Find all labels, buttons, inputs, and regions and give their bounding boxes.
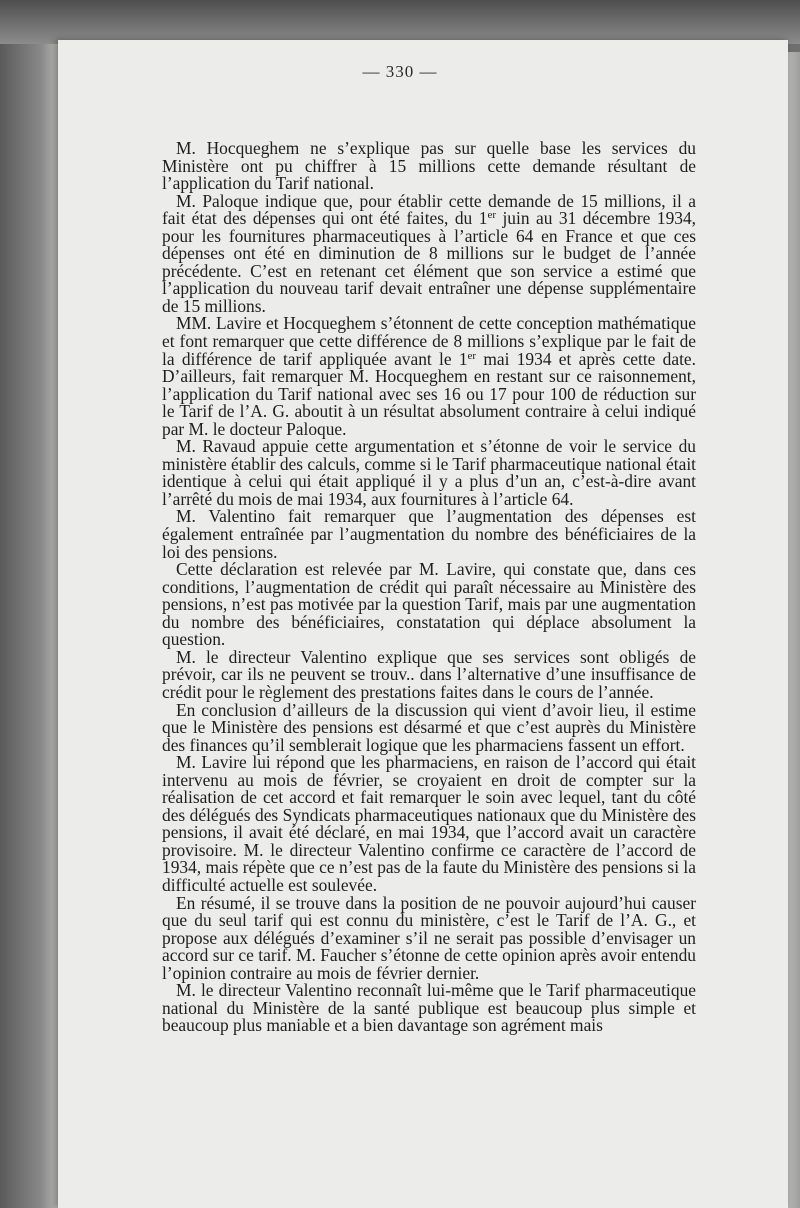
- paragraph: M. Valentino fait remarquer que l’augmentation des dépenses est également entraînée par l’augmentation du nombre des bénéficiaires de la loi des pensions.: [162, 506, 696, 562]
- superscript: er: [467, 349, 477, 362]
- paragraph: M. Ravaud appuie cette argumentation et s’étonne de voir le service du ministère établir des calculs, comme si le Tarif pharmaceutique national était identique à celui qui était appliqué il y a plus d’un an, c’est-à-dire avant l’arrêté du mois de mai 1934, aux fournitures à l’article 64.: [162, 436, 696, 509]
- scan-background-top: [0, 0, 800, 44]
- paragraph: Cette déclaration est relevée par M. Lavire, qui constate que, dans ces conditions, l’augmentation de crédit qui paraît nécessaire au Ministère des pensions, n’est pas motivée par la question Tarif, mais par une augmentation du nombre des bénéficiaires, constatation qui déplace absolument la question.: [162, 559, 696, 650]
- paragraph: En conclusion d’ailleurs de la discussion qui vient d’avoir lieu, il estime que le Ministère des pensions est désarmé et que c’est auprès du Ministère des finances qu’il semblerait logique que les pharmaciens fassent un effort.: [162, 699, 696, 755]
- paragraph: [162, 315, 696, 438]
- paragraph: En résumé, il se trouve dans la position de ne pouvoir aujourd’hui causer que du seul tarif qui est connu du ministère, c’est le Tarif de l’A. G., et propose aux délégués d’examiner s’il ne serait pas possible d’envisager un accord sur ce tarif. M. Faucher s’étonne de cette opinion après avoir entendu l’opinion contraire au mois de février dernier.: [162, 892, 696, 983]
- paragraph: M. Lavire lui répond que les pharmaciens, en raison de l’accord qui était intervenu au mois de février, se croyaient en droit de compter sur la réalisation de cet accord et fait remarquer le soin avec lequel, tant du côté des délégués des Syndicats pharmaceutiques nationaux que du Ministère des pensions, il avait été déclaré, en mai 1934, que l’accord avait un caractère provisoire. M. le directeur Valentino confirme ce caractère de l’accord de 1934, mais répète que ce n’est pas de la faute du Ministère des pensions si la difficulté actuelle est soulevée.: [162, 752, 696, 895]
- paragraph: [162, 190, 696, 316]
- paragraph-text: MM. Lavire et Hocqueghem s’étonnent de cette conception mathématique et font remarquer que cette différence de 8 millions s’explique par le fait de la différence de tarif appliquée avant le 1: [162, 313, 696, 369]
- paragraph: M. le directeur Valentino explique que ses services sont obligés de prévoir, car ils ne peuvent se trouv.. dans l’alternative d’une insuffisance de crédit pour le règlement des prestations faites dans le cours de l’année.: [162, 646, 696, 702]
- superscript: er: [487, 209, 496, 222]
- scan-background-left: [0, 0, 60, 1208]
- paragraph: M. Hocqueghem ne s’explique pas sur quelle base les services du Ministère ont pu chiffrer à 15 millions cette demande résultant de l’application du Tarif national.: [162, 138, 696, 194]
- paragraph-text: mai 1934 et après cette date. D’ailleurs, fait remarquer M. Hocqueghem en restant sur ce raisonnement, l’application du Tarif national avec ses 16 ou 17 pour 100 de réduction sur le Tarif de l’A. G. aboutit à un résultat absolument contraire à celui indiqué par M. le docteur Paloque.: [162, 348, 696, 439]
- page-number: — 330 —: [362, 62, 438, 81]
- paragraph-text: juin au 31 décembre 1934, pour les fournitures pharmaceutiques à l’article 64 en France et que ces dépenses ont été en diminution de 8 millions sur le budget de l’année précédente. C’est en retenant cet élément que son service a estimé que l’application du nouveau tarif devait entraîner une dépense supplémentaire de 15 millions.: [162, 208, 696, 316]
- paragraph-text: M. Paloque indique que, pour établir cette demande de 15 millions, il a fait état des dépenses qui ont été faites, du 1: [162, 190, 696, 229]
- paragraph: M. le directeur Valentino reconnaît lui-même que le Tarif pharmaceutique national du Ministère de la santé publique est beaucoup plus simple et beaucoup plus maniable et a bien davantage son agrément mais: [162, 980, 696, 1036]
- body-text: [162, 140, 696, 1035]
